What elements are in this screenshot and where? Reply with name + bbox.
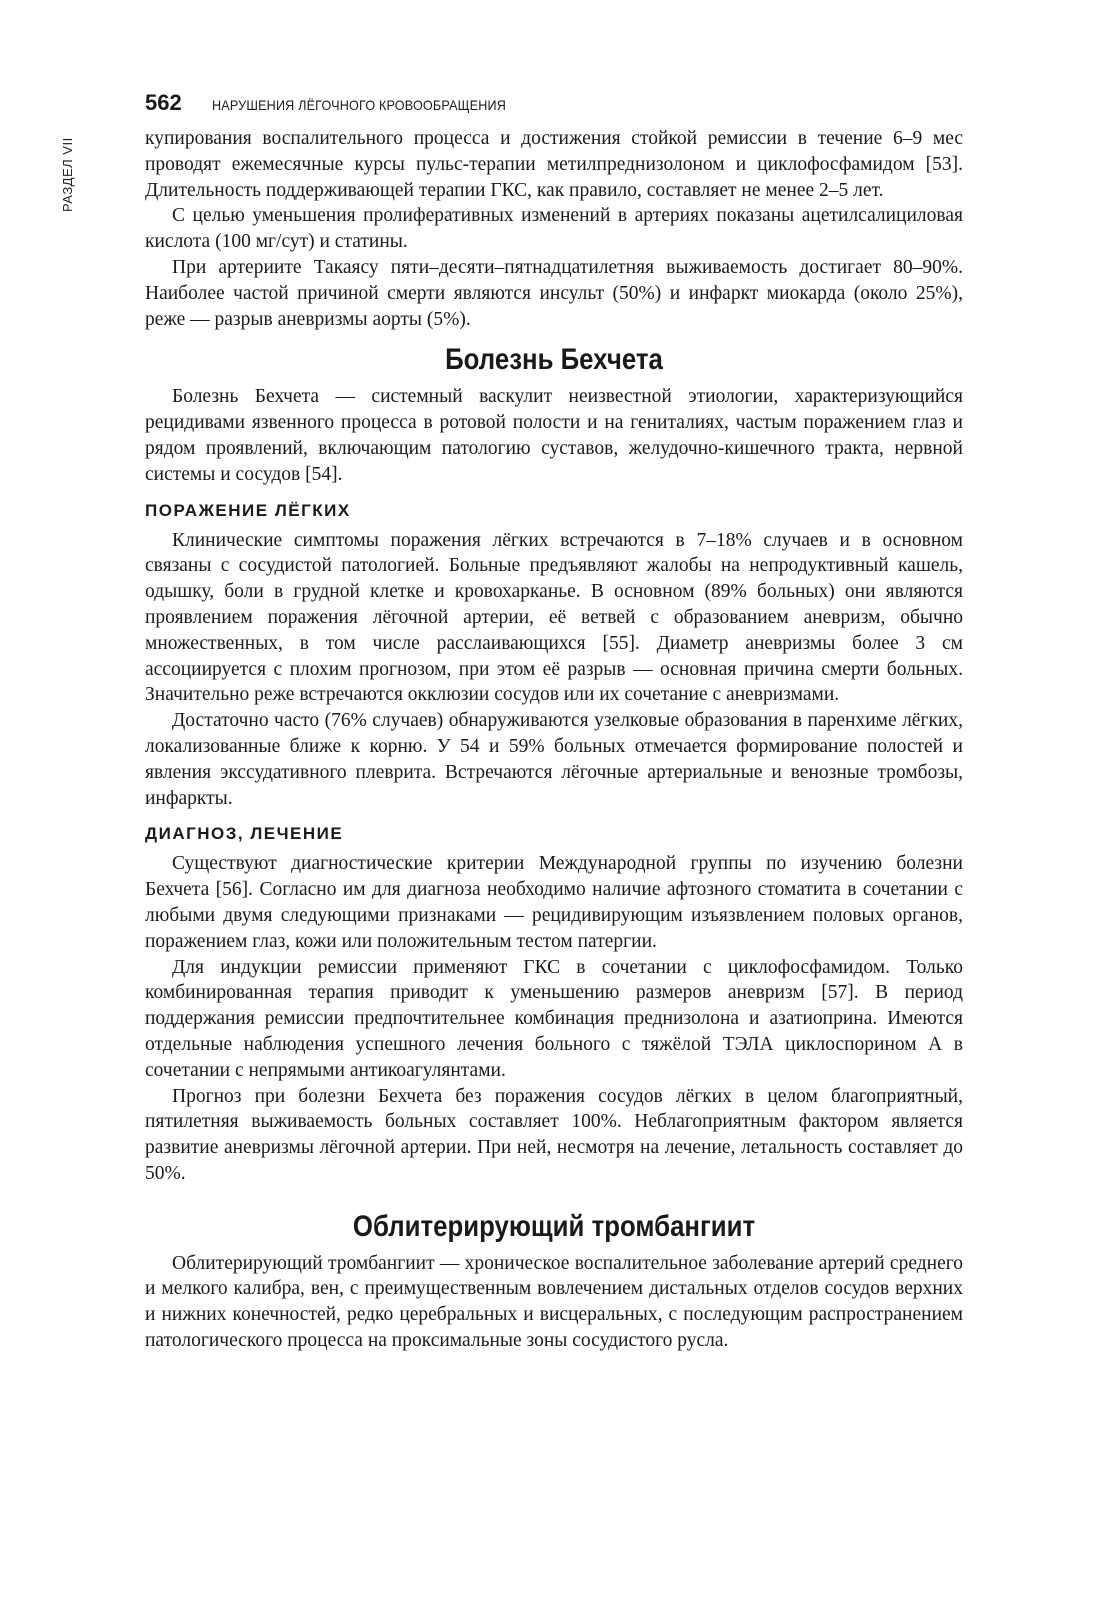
paragraph: При артериите Такаясу пяти–десяти–пятнадцатилетняя выживаемость достигает 80–90%. Наиболее частой причиной смерти являются инсульт (50%) и инфаркт миокарда (около 25%), реже — разрыв аневризмы аорты (5%). <box>145 256 963 330</box>
paragraph: Достаточно часто (76% случаев) обнаруживаются узелковые образования в паренхиме лёгких, локализованные ближе к корню. У 54 и 59% больных отмечается формирование полостей и явления экссудативного плеврита. Встречаются лёгочные артериальные и венозные тромбозы, инфаркты. <box>145 710 963 809</box>
page-number: 562 <box>145 90 182 115</box>
paragraph: Клинические симптомы поражения лёгких встречаются в 7–18% случаев и в основном связаны с сосудистой патологией. Больные предъявляют жалобы на непродуктивный кашель, одышку, боли в грудной клетке и кровохарканье. В основном (89% больных) они являются проявлением поражения лёгочной артерии, её ветвей с образованием аневризм, обычно множественных, в том числе расслаивающихся [55]. Диаметр аневризмы более 3 см ассоциируется с плохим прогнозом, при этом её разрыв — основная причина смерти больных. Значительно реже встречаются окклюзии сосудов или их сочетание с аневризмами. <box>145 529 963 706</box>
subsection-heading-diagnosis: ДИАГНОЗ, ЛЕЧЕНИЕ <box>145 824 344 844</box>
section-title-buerger: Облитерирующий тромбангиит <box>352 1209 756 1243</box>
paragraph: Существуют диагностические критерии Международной группы по изучению болезни Бехчета [56]. Согласно им для диагноза необходимо наличие афтозного стоматита в сочетании с любыми двумя следующими признаками — рецидивирующим изъязвлением половых органов, поражением глаз, кожи или положительным тестом патергии. <box>145 853 963 952</box>
paragraph: Облитерирующий тромбангиит — хроническое воспалительное заболевание артерий среднего и мелкого калибра, вен, с преимущественным вовлечением дистальных отделов сосудов верхних и нижних конечностей, редко церебральных и висцеральных, с последующим распространением патологического процесса на проксимальные зоны сосудистого русла. <box>145 1252 963 1352</box>
paragraph: Прогноз при болезни Бехчета без поражения сосудов лёгких в целом благоприятный, пятилетняя выживаемость больных составляет 100%. Неблагоприятным фактором является развитие аневризмы лёгочной артерии. При ней, несмотря на лечение, летальность составляет до 50%. <box>145 1085 963 1184</box>
page-body <box>145 126 963 1354</box>
subsection-heading-lungs: ПОРАЖЕНИЕ ЛЁГКИХ <box>145 500 351 520</box>
running-title: НАРУШЕНИЯ ЛЁГОЧНОГО КРОВООБРАЩЕНИЯ <box>211 97 506 113</box>
page-header <box>145 90 965 114</box>
paragraph: Болезнь Бехчета — системный васкулит неизвестной этиологии, характеризующийся рецидивами язвенного процесса в ротовой полости и на гениталиях, частым поражением глаз и рядом проявлений, включающим патологию суставов, желудочно-кишечного тракта, нервной системы и сосудов [54]. <box>145 386 963 485</box>
section-side-label: РАЗДЕЛ VII <box>60 137 75 213</box>
paragraph: Для индукции ремиссии применяют ГКС в сочетании с циклофосфамидом. Только комбинированная терапия приводит к уменьшению размеров аневризм [57]. В период поддержания ремиссии предпочтительнее комбинация преднизолона и азатиоприна. Имеются отдельные наблюдения успешного лечения больного с тяжёлой ТЭЛА циклоспорином А в сочетании с непрямыми антикоагулянтами. <box>145 956 963 1081</box>
paragraph: С целью уменьшения пролиферативных изменений в артериях показаны ацетилсалициловая кислота (100 мг/сут) и статины. <box>145 205 963 253</box>
paragraph: купирования воспалительного процесса и достижения стойкой ремиссии в течение 6–9 мес проводят ежемесячные курсы пульс-терапии метилпреднизолоном и циклофосфамидом [53]. Длительность поддерживающей терапии ГКС, как правило, составляет не менее 2–5 лет. <box>145 128 963 201</box>
section-title-behcet: Болезнь Бехчета <box>445 343 663 377</box>
